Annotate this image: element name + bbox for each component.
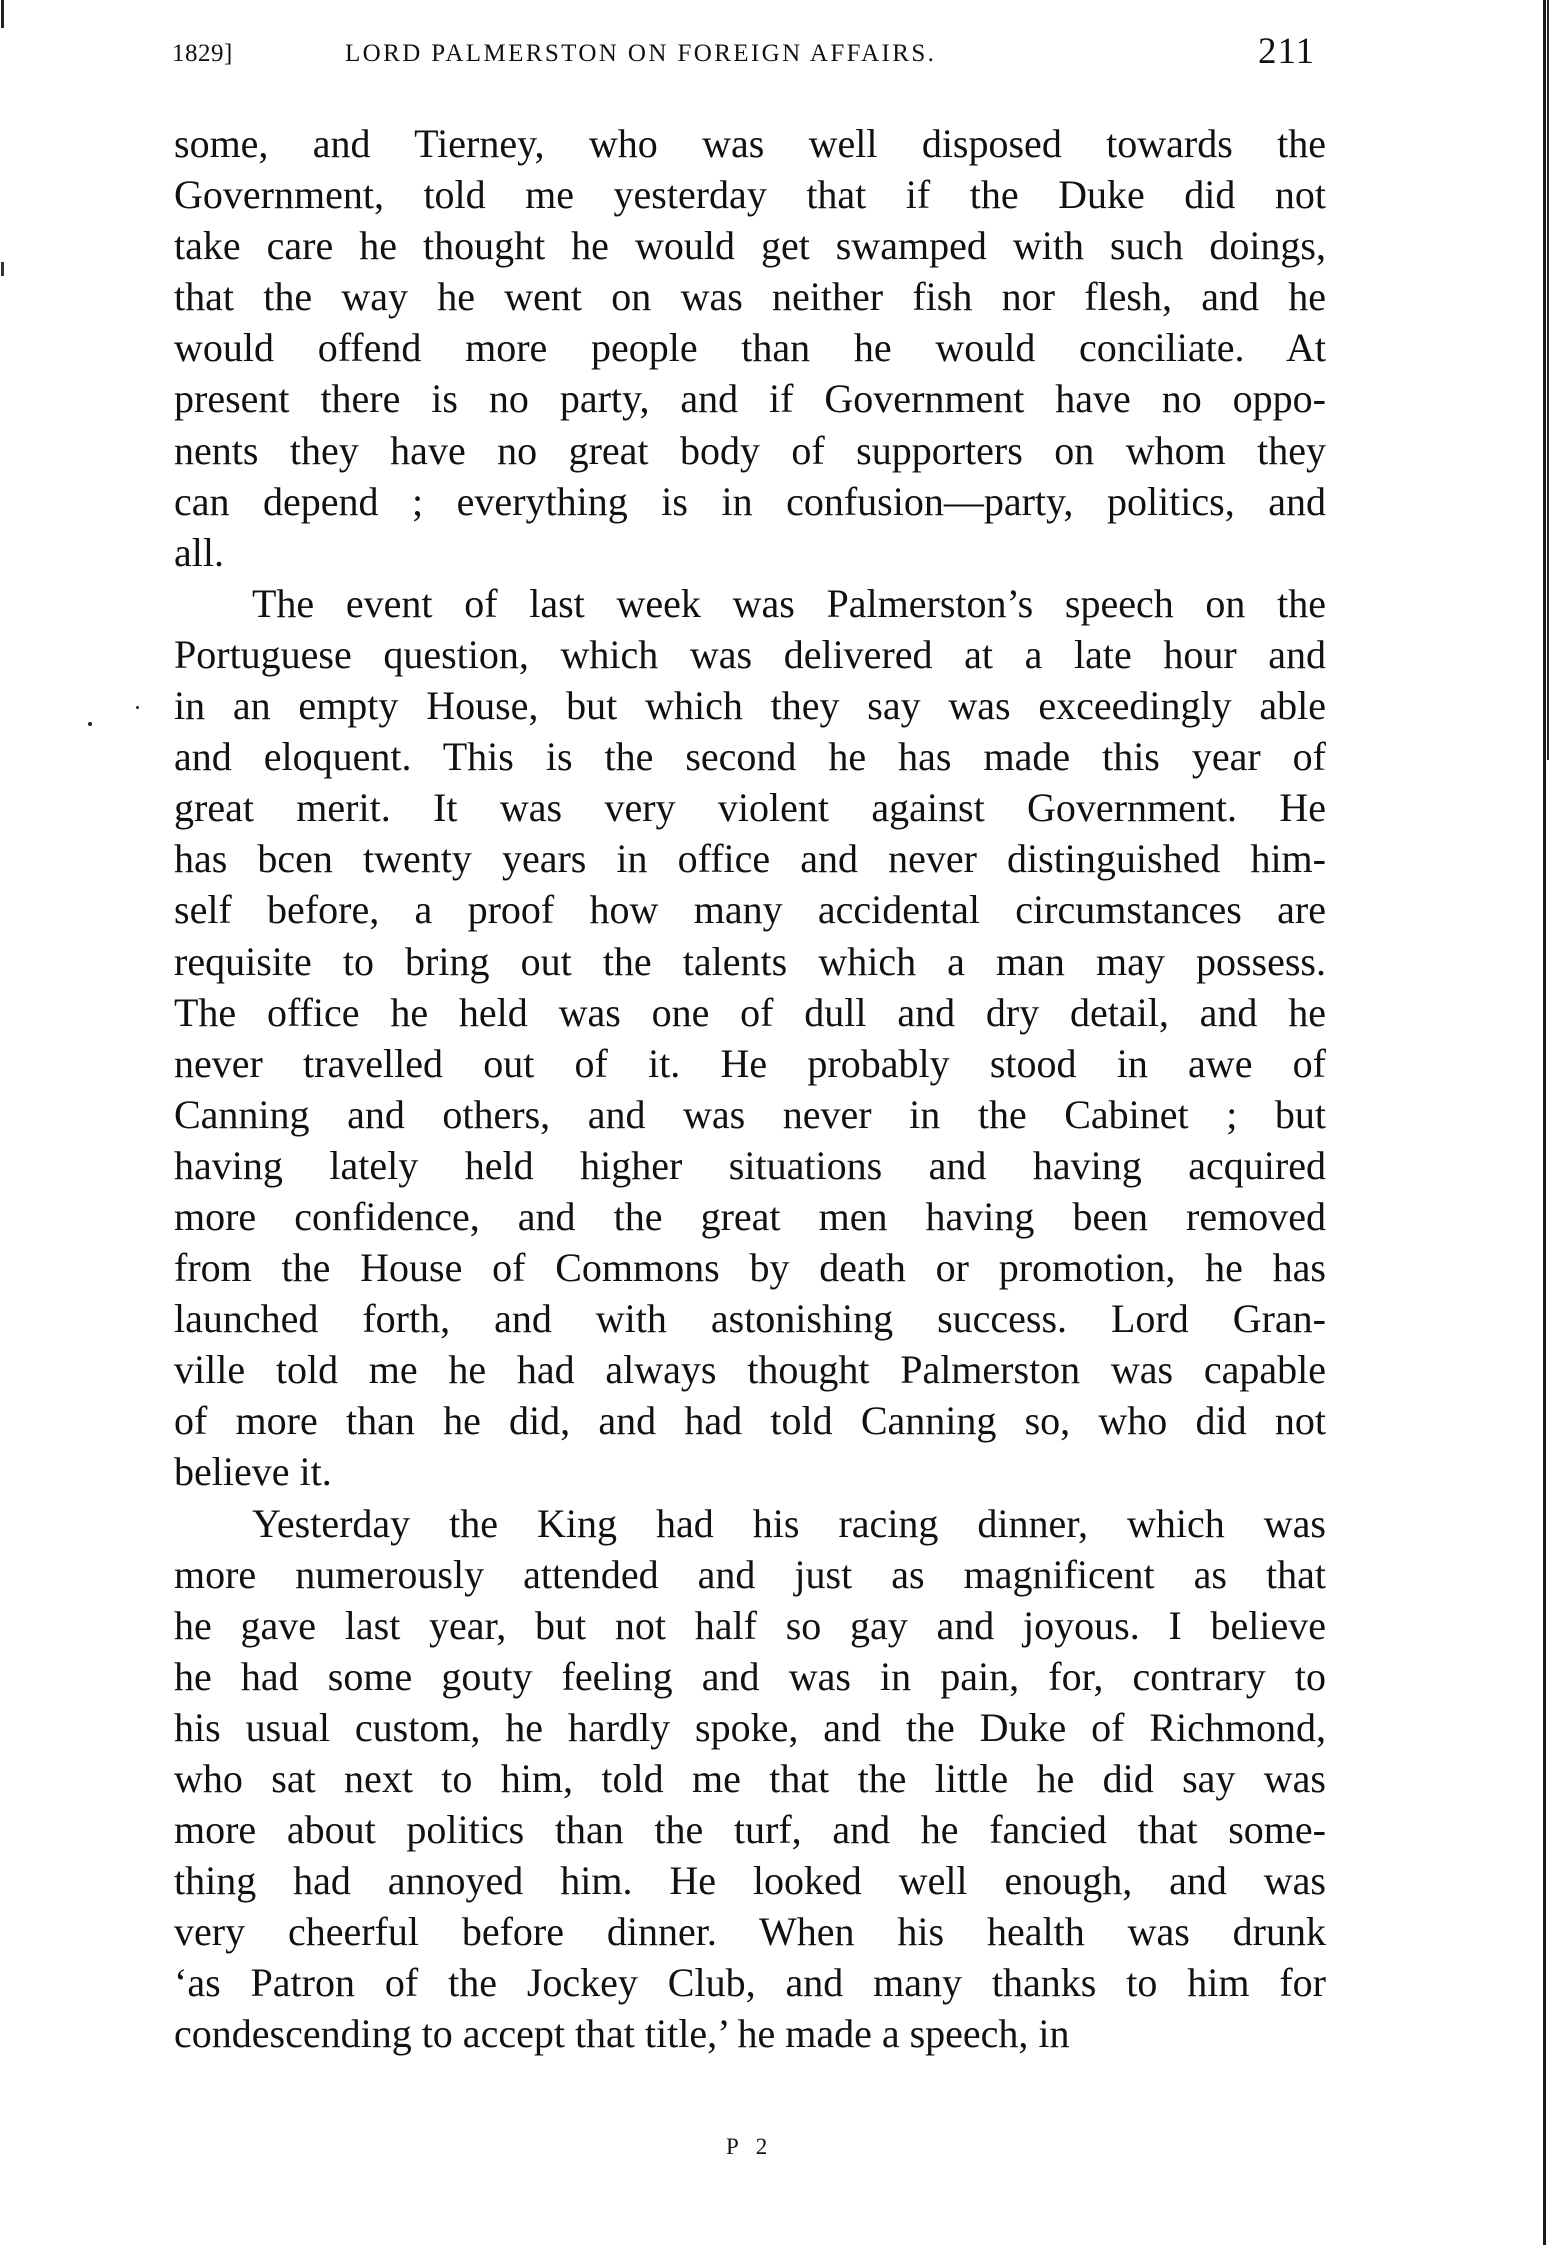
text-line: self before, a proof how many accidental circumstances are — [174, 887, 1326, 933]
text-line: he gave last year, but not half so gay and joyous. I believe — [174, 1602, 1326, 1648]
text-line: ‘as Patron of the Jockey Club, and many thanks to him for — [174, 1960, 1326, 2006]
text-line: thing had annoyed him. He looked well enough, and was — [174, 1858, 1326, 1904]
text-line: from the House of Commons by death or promotion, he has — [174, 1245, 1326, 1291]
text-line: he had some gouty feeling and was in pain, for, contrary to — [174, 1653, 1326, 1699]
running-head — [172, 30, 1322, 74]
text-line: more numerously attended and just as magnificent as that — [174, 1551, 1326, 1597]
paragraph — [174, 578, 1326, 1498]
text-line: his usual custom, he hardly spoke, and the Duke of Richmond, — [174, 1704, 1326, 1750]
text-line: The event of last week was Palmerston’s speech on the — [252, 580, 1326, 626]
page-number: 211 — [1258, 31, 1316, 72]
text-line: more confidence, and the great men having been removed — [174, 1193, 1326, 1239]
text-line: believe it. — [174, 1449, 332, 1495]
text-line: condescending to accept that title,’ he made a speech, in — [174, 2011, 1070, 2057]
text-line: Yesterday the King had his racing dinner, which was — [252, 1500, 1326, 1546]
text-line: launched forth, and with astonishing success. Lord Gran- — [174, 1296, 1326, 1342]
text-line: all. — [174, 529, 224, 575]
running-head-year: 1829] — [172, 40, 233, 67]
text-line: ville told me he had always thought Palmerston was capable — [174, 1347, 1326, 1393]
text-line: Portuguese question, which was delivered at a late hour and — [174, 631, 1326, 677]
text-line: who sat next to him, told me that the little he did say was — [174, 1756, 1326, 1801]
text-line: never travelled out of it. He probably stood in awe of — [174, 1040, 1326, 1086]
text-line: that the way he went on was neither fish nor flesh, and he — [174, 274, 1326, 320]
scan-speck — [136, 706, 139, 709]
text-line: would offend more people than he would conciliate. At — [174, 325, 1326, 371]
scan-edge-left-tick — [1, 262, 4, 276]
scan-speck — [88, 722, 92, 726]
text-line: in an empty House, but which they say was exceedingly able — [174, 683, 1326, 729]
text-line: more about politics than the turf, and he fancied that some- — [174, 1807, 1326, 1853]
signature-mark: P 2 — [726, 2134, 774, 2159]
paragraph — [174, 1498, 1326, 2060]
text-line: and eloquent. This is the second he has made this year of — [174, 734, 1326, 780]
text-line: take care he thought he would get swamped with such doings, — [174, 223, 1326, 269]
scan-edge-left-mark — [1, 0, 4, 28]
text-line: present there is no party, and if Government have no oppo- — [174, 376, 1326, 422]
text-line: The office he held was one of dull and dry detail, and he — [174, 989, 1326, 1035]
text-line: Canning and others, and was never in the Cabinet ; but — [174, 1091, 1326, 1137]
text-line: having lately held higher situations and having acquired — [174, 1142, 1326, 1188]
text-line: can depend ; everything is in confusion—party, politics, and — [174, 478, 1326, 524]
text-line: very cheerful before dinner. When his health was drunk — [174, 1909, 1326, 1955]
body-text — [174, 118, 1326, 2060]
text-line: some, and Tierney, who was well disposed towards the — [174, 121, 1326, 166]
running-head-title: LORD PALMERSTON ON FOREIGN AFFAIRS. — [345, 40, 937, 67]
text-line: requisite to bring out the talents which a man may possess. — [174, 938, 1326, 984]
scan-edge-right — [1543, 0, 1546, 2245]
text-line: has bcen twenty years in office and never distinguished him- — [174, 836, 1326, 882]
text-line: nents they have no great body of supporters on whom they — [174, 427, 1326, 473]
text-line: of more than he did, and had told Canning so, who did not — [174, 1398, 1326, 1444]
text-line: Government, told me yesterday that if the Duke did not — [174, 172, 1326, 218]
text-line: great merit. It was very violent against Government. He — [174, 785, 1326, 831]
paragraph — [174, 118, 1326, 578]
